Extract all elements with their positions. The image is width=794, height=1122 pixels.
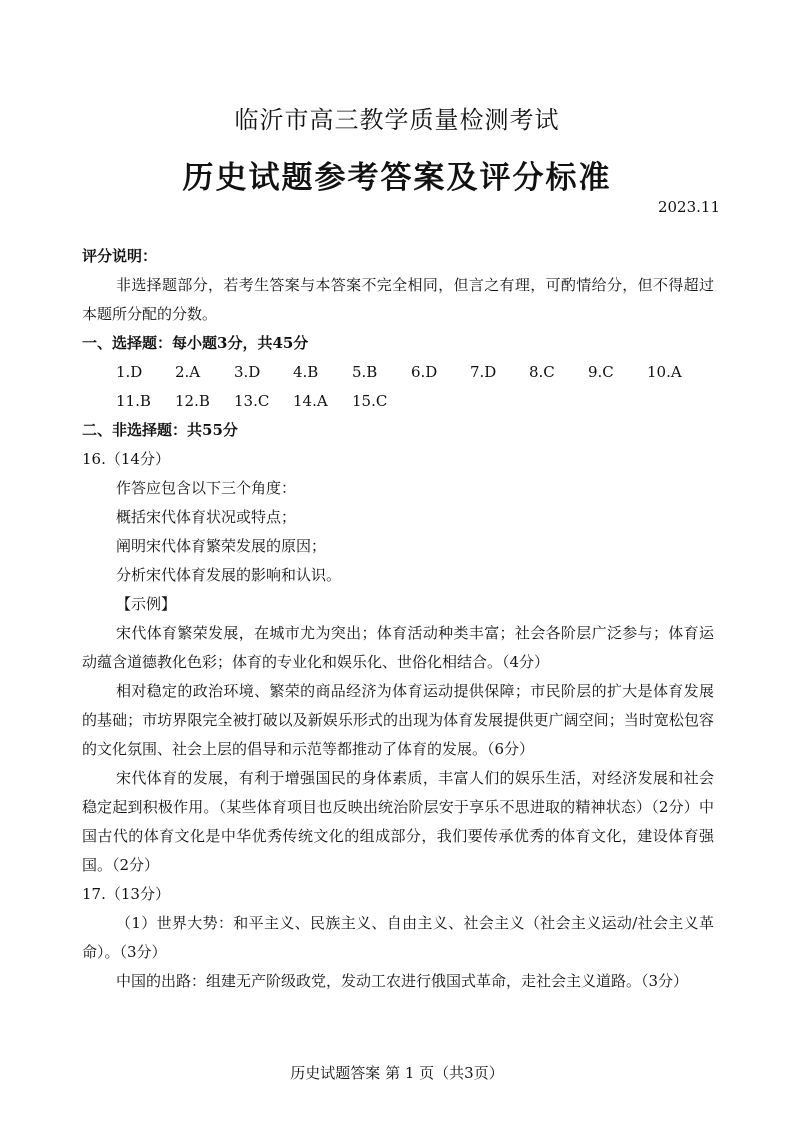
- answer-item: 14.A: [293, 392, 328, 410]
- answer-item: 11.B: [116, 392, 151, 410]
- answer-item: 13.C: [234, 392, 270, 410]
- answer-item: 5.B: [352, 363, 378, 381]
- answer-item: 2.A: [175, 363, 201, 381]
- exam-title: 临沂市高三教学质量检测考试: [234, 106, 560, 134]
- answer-item: 12.B: [175, 392, 210, 410]
- q16-paragraph: 相对稳定的政治环境、繁荣的商品经济为体育运动提供保障；市民阶层的扩大是体育发展的基础；市坊界限完全被打破以及新娱乐形式的出现为体育发展提供更广阔空间；当时宽松包容的文化氛围、社会上层的倡导和示范等都推动了体育的发展。（6分）: [82, 682, 714, 758]
- q17-paragraph: （1）世界大势：和平主义、民族主义、自由主义、社会主义（社会主义运动/社会主义革命）。（3分）: [82, 914, 714, 961]
- answer-item: 7.D: [470, 363, 497, 381]
- answer-item: 15.C: [352, 392, 388, 410]
- q17-number: 17.（13分）: [82, 885, 170, 903]
- answers-row-1: [82, 358, 714, 387]
- section2-heading: 二、非选择题：共55分: [82, 421, 238, 439]
- section1-heading: 一、选择题：每小题3分，共45分: [82, 334, 309, 352]
- page-footer: 历史试题答案 第 1 页（共3页）: [290, 1064, 504, 1082]
- answer-item: 8.C: [529, 363, 555, 381]
- q16-point: 概括宋代体育状况或特点；: [116, 508, 297, 526]
- q16-paragraph: 宋代体育繁荣发展，在城市尤为突出；体育活动种类丰富；社会各阶层广泛参与；体育运动蕴含道德教化色彩；体育的专业化和娱乐化、世俗化相结合。（4分）: [82, 624, 714, 671]
- answer-item: 10.A: [647, 363, 682, 381]
- q16-point: 分析宋代体育发展的影响和认识。: [116, 566, 342, 584]
- answer-item: 6.D: [411, 363, 438, 381]
- answer-item: 3.D: [234, 363, 261, 381]
- q17-paragraph: 中国的出路：组建无产阶级政党，发动工农进行俄国式革命，走社会主义道路。（3分）: [116, 972, 689, 990]
- answer-item: 4.B: [293, 363, 319, 381]
- q16-paragraph: 宋代体育的发展，有利于增强国民的身体素质，丰富人们的娱乐生活，对经济发展和社会稳定起到积极作用。（某些体育项目也反映出统治阶层安于享乐不思进取的精神状态）（2分）中国古代的体育文化是中华优秀传统文化的组成部分，我们要传承优秀的体育文化，建设体育强国。（2分）: [82, 769, 714, 874]
- document-title: 历史试题参考答案及评分标准: [182, 160, 612, 196]
- answer-item: 9.C: [588, 363, 614, 381]
- q16-intro: 作答应包含以下三个角度：: [116, 479, 297, 497]
- q16-example-label: 【示例】: [116, 595, 177, 613]
- document-body: [82, 242, 714, 996]
- scoring-label: 评分说明：: [82, 247, 158, 265]
- answers-row-2: [82, 387, 714, 416]
- q16-point: 阐明宋代体育繁荣发展的原因；: [116, 537, 327, 555]
- scoring-text: 非选择题部分，若考生答案与本答案不完全相同，但言之有理，可酌情给分，但不得超过本题所分配的分数。: [82, 276, 714, 323]
- q16-number: 16.（14分）: [82, 450, 170, 468]
- answer-item: 1.D: [116, 363, 143, 381]
- document-date: 2023.11: [657, 198, 720, 216]
